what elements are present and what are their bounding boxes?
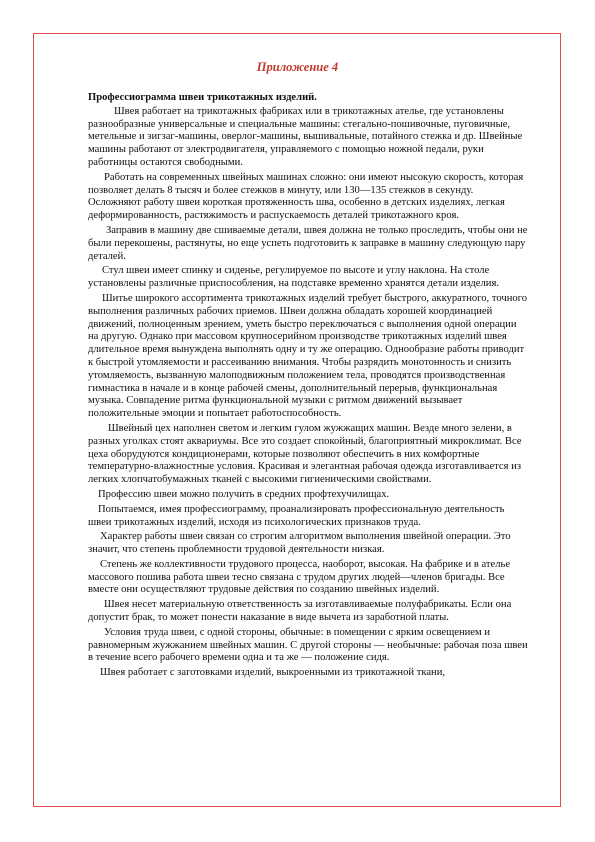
paragraph-5: Шитье широкого ассортимента трикотажных изделий требует быстрого, аккуратного, точного выполнения различных рабочих приемов. Швеи должна обладать хорошей координацией движений, полноценным зрением, уметь быстро переключаться с выполнения одной операции на другую. Однако при массовом крупносерийном производстве трикотажных изделий швея длительное время вынуждена выполнять одну и ту же операцию. Однообразие работы приводит к быстрой утомляемости и рассеиванию внимания. Чтобы разрядить монотонность и снизить утомляемость, вызванную малоподвижным положением тела, проводятся производственная гимнастика в начале и в конце рабочей смены, дополнительный перерыв, функциональная музыка. Совпадение ритма функциональной музыки с ритмом движений вызывает положительные эмоции и попытает работоспособность. xyxy=(88,292,528,420)
paragraph-8: Попытаемся, имея профессиограмму, проанализировать профессиональную деятельность швеи трикотажных изделий, исходя из психологических признаков труда. xyxy=(88,503,505,528)
paragraph-9: Характер работы швеи связан со строгим алгоритмом выполнения швейной операции. Это значит, что степень проблемности трудовой деятельности низкая. xyxy=(88,531,511,556)
document-body xyxy=(88,92,528,682)
document-heading: Профессиограмма швеи трикотажных изделий. xyxy=(88,92,317,103)
paragraph-11: Швея несет материальную ответственность за изготавливаемые полуфабрикаты. Если она допустит брак, то может понести наказание в виде вычета из заработной платы. xyxy=(88,599,512,624)
paragraph-7: Профессию швеи можно получить в средних профтехучилищах. xyxy=(98,488,390,500)
paragraph-2: Работать на современных швейных машинах сложно: они имеют нысокую скорость, которая позволяет делать 8 тысяч и более стежков в минуту, или 130—135 стежков в секунду. Осложняют работу швеи короткая протяженность шва, особенно в детских изделиях, легкая деформированность, растяжимость и распускаемость деталей трикотажного кроя. xyxy=(88,171,524,222)
paragraph-10: Степень же коллективности трудового процесса, наоборот, высокая. На фабрике и в ателье массового пошива работа швеи тесно связана с трудом других людей—членов бригады. Все вместе они осуществляют трудовые действия по созданию швейных изделий. xyxy=(88,558,511,596)
paragraph-3: Заправив в машину две сшиваемые детали, швея должна не только проследить, чтобы они не были перекошены, растянуты, но еще успеть подготовить к заправке в машину следующую пару деталей. xyxy=(88,224,528,262)
paragraph-13: Швея работает с заготовками изделий, выкроенными из трикотажной ткани, xyxy=(100,667,446,679)
appendix-title: Приложение 4 xyxy=(256,60,339,74)
paragraph-6: Швейный цех наполнен светом и легким гулом жужжащих машин. Везде много зелени, в разных уголках стоят аквариумы. Все это создает спокойный, благоприятный микроклимат. Все цеха оборудуются кондиционерами, которые позволяют обеспечить в них комфортные температурно-влажностные условия. Красивая и элегантная рабочая одежда изготавливается из легких хлопчатобумажных тканей с высокими гигиеническими свойствами. xyxy=(88,422,522,486)
paragraph-12: Условия труда швеи, с одной стороны, обычные: в помещении с ярким освещением и равномерным жужжанием швейных машин. С другой стороны — необычные: рабочая поза швеи в течение всего рабочего времени одна и та же — положение сидя. xyxy=(88,626,528,664)
paragraph-4: Стул швеи имеет спинку и сиденье, регулируемое по высоте и углу наклона. На столе установлены различные приспособления, на подставке временно хранятся детали изделия. xyxy=(88,265,499,290)
paragraph-1: Швея работает на трикотажных фабриках или в трикотажных ателье, где установлены разнообразные универсальные и специальные машины: стегально-пошивочные, пуговичные, метельные и зигзаг-машины, оверлог-машины, вышивальные, потайного стежка и др. Швейные машины работают от электродвигателя, управляемого с помощью ножной педали, руки работницы остаются свободными. xyxy=(88,105,523,168)
